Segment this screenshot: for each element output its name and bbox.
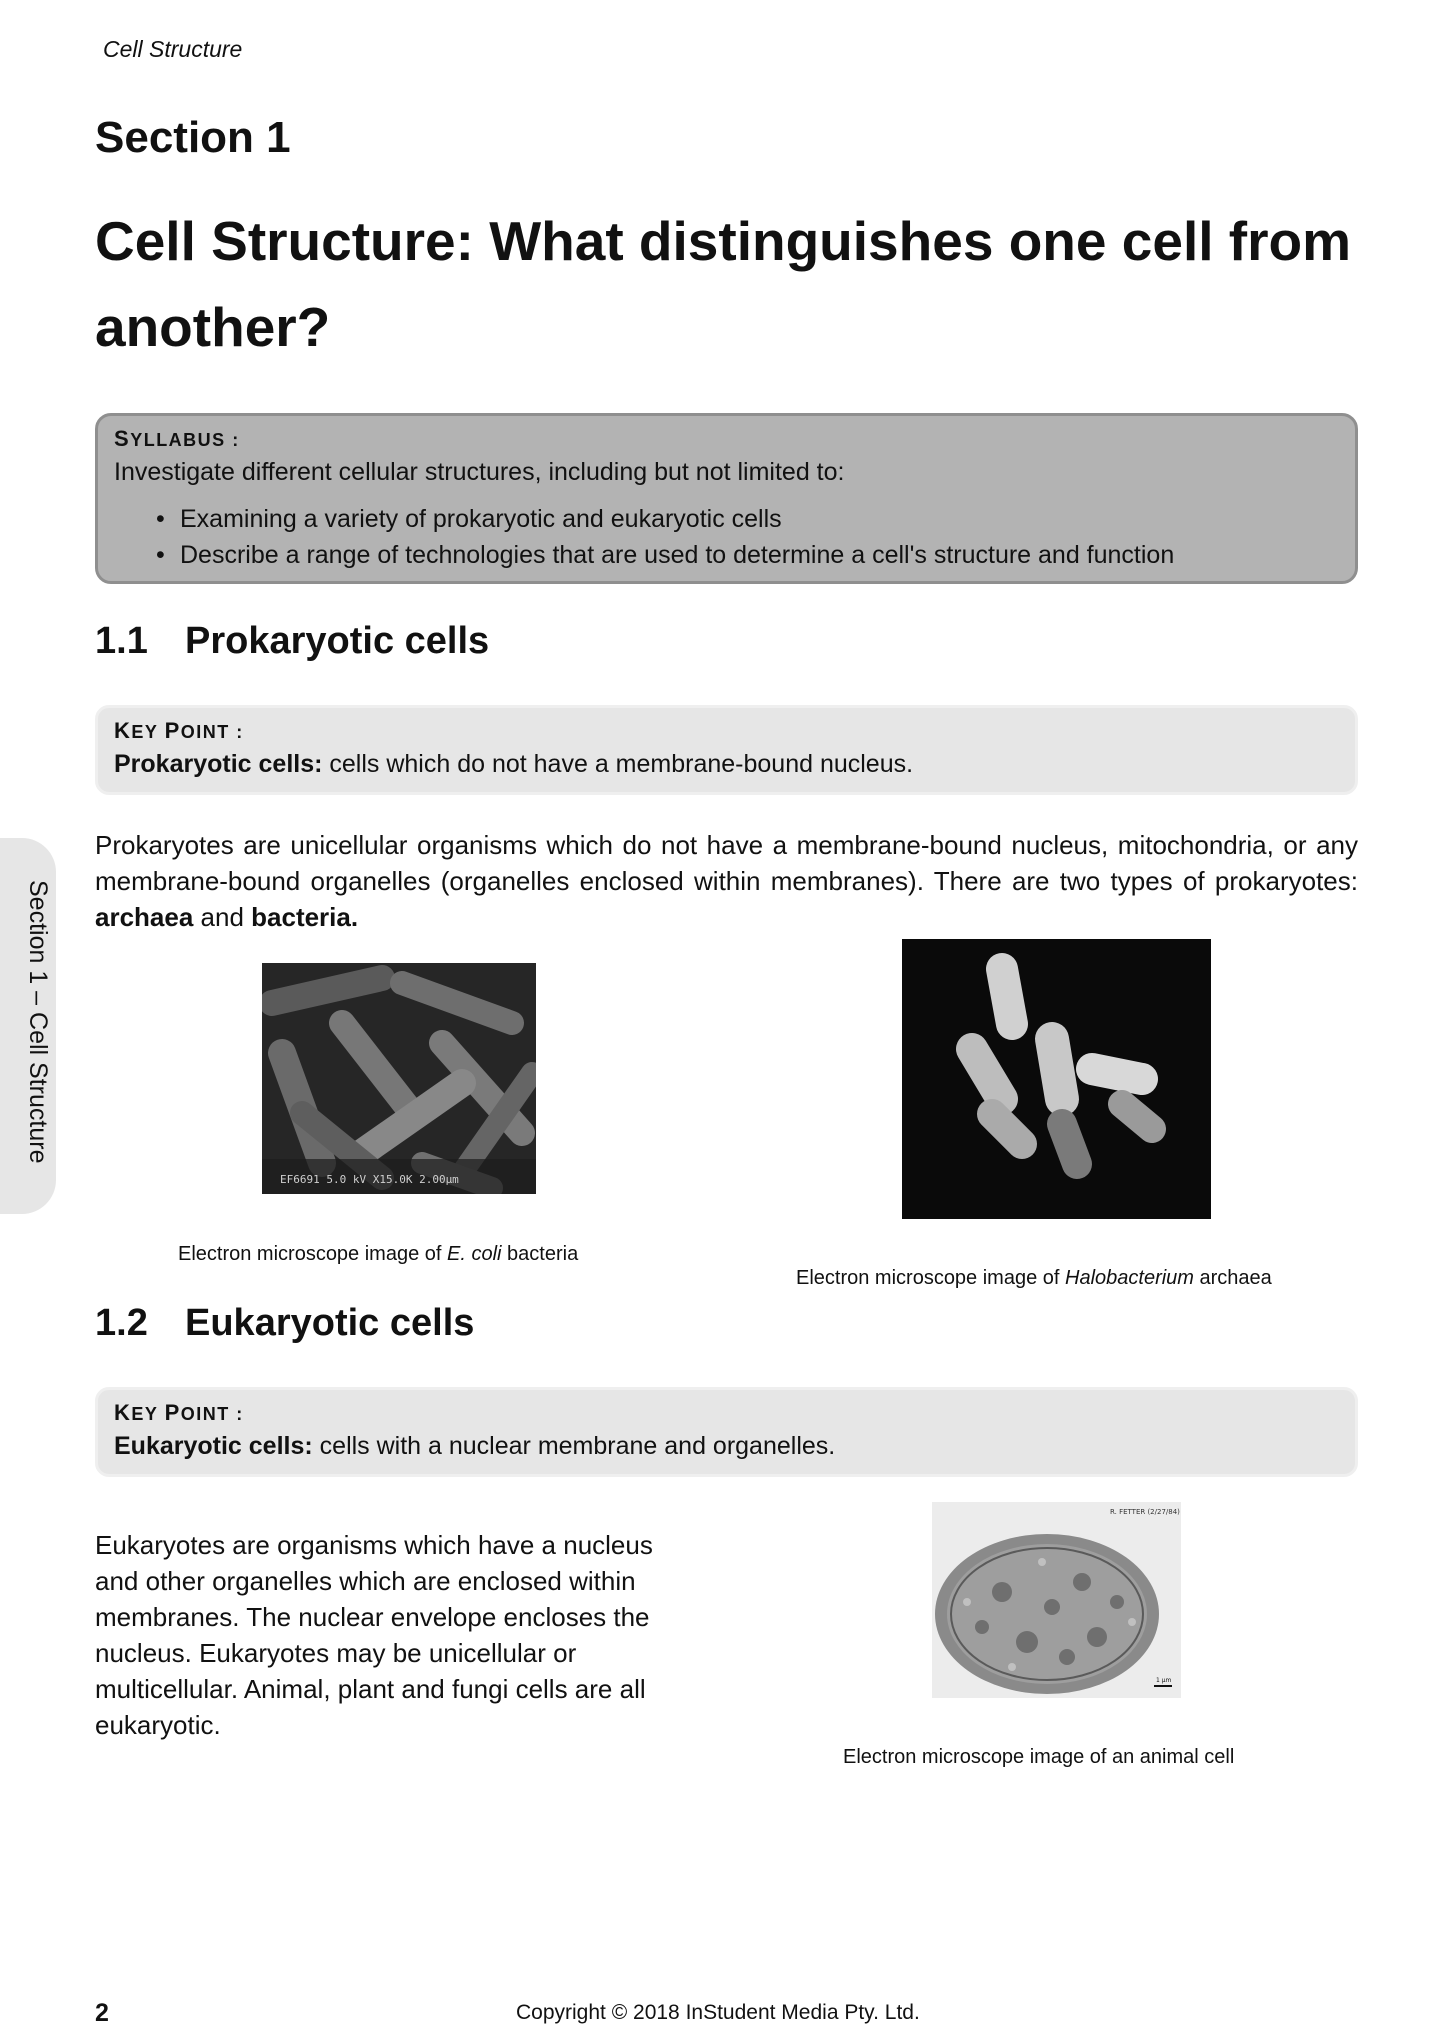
halobacterium-caption: Electron microscope image of Halobacterium archaea [796, 1267, 1272, 1289]
list-item: • Examining a variety of prokaryotic and eukaryotic cells [156, 505, 782, 533]
key-point-label: KEY POINT : [114, 1400, 244, 1425]
heading-eukaryotic-cells: 1.2 Eukaryotic cells [95, 1302, 475, 1344]
syllabus-list [114, 501, 1339, 573]
list-item: • Describe a range of technologies that are used to determine a cell's structure and function [156, 541, 1175, 569]
ecoli-scale-text: EF6691 5.0 kV X15.0K 2.00µm [280, 1173, 459, 1186]
ecoli-micrograph [262, 963, 536, 1194]
key-point-box-eukaryotic [95, 1387, 1358, 1477]
side-tab-label: Section 1 – Cell Structure [24, 880, 52, 1164]
prokaryotes-paragraph: Prokaryotes are unicellular organisms which do not have a membrane-bound nucleus, mitochondria, or any membrane-bound organelles (organelles enclosed within membranes). There are two types of prokaryotes: archaea and bacteria. [95, 830, 1358, 932]
heading-prokaryotic-cells: 1.1 Prokaryotic cells [95, 620, 490, 662]
copyright: Copyright © 2018 InStudent Media Pty. Ltd. [516, 2001, 920, 2024]
syllabus-label: SYLLABUS : [114, 426, 240, 451]
key-point-text: Prokaryotic cells: cells which do not have a membrane-bound nucleus. [114, 750, 914, 778]
section-label: Section 1 [95, 113, 291, 162]
halobacterium-micrograph [902, 939, 1211, 1219]
key-point-box-prokaryotic [95, 705, 1358, 795]
syllabus-intro: Investigate different cellular structures, including but not limited to: [114, 458, 845, 486]
running-header: Cell Structure [103, 36, 243, 62]
key-point-label: KEY POINT : [114, 718, 244, 743]
animal-cell-caption: Electron microscope image of an animal cell [843, 1746, 1235, 1768]
eukaryotes-paragraph: Eukaryotes are organisms which have a nucleus and other organelles which are enclosed within membranes. The nuclear envelope encloses the nucleus. Eukaryotes may be unicellular or multicellular. Animal, plant and fungi cells are all eukaryotic. [95, 1530, 653, 1740]
ecoli-caption: Electron microscope image of E. coli bacteria [178, 1243, 579, 1265]
animal-cell-micrograph [932, 1502, 1181, 1698]
key-point-text: Eukaryotic cells: cells with a nuclear membrane and organelles. [114, 1432, 836, 1460]
animal-credit-text: R. FETTER (2/27/84) [1110, 1508, 1180, 1516]
page-title: Cell Structure: What distinguishes one cell from another? [95, 210, 1352, 358]
syllabus-box [95, 413, 1358, 584]
animal-scale-text: 1 µm [1156, 1677, 1172, 1684]
page-number: 2 [95, 1999, 109, 2027]
